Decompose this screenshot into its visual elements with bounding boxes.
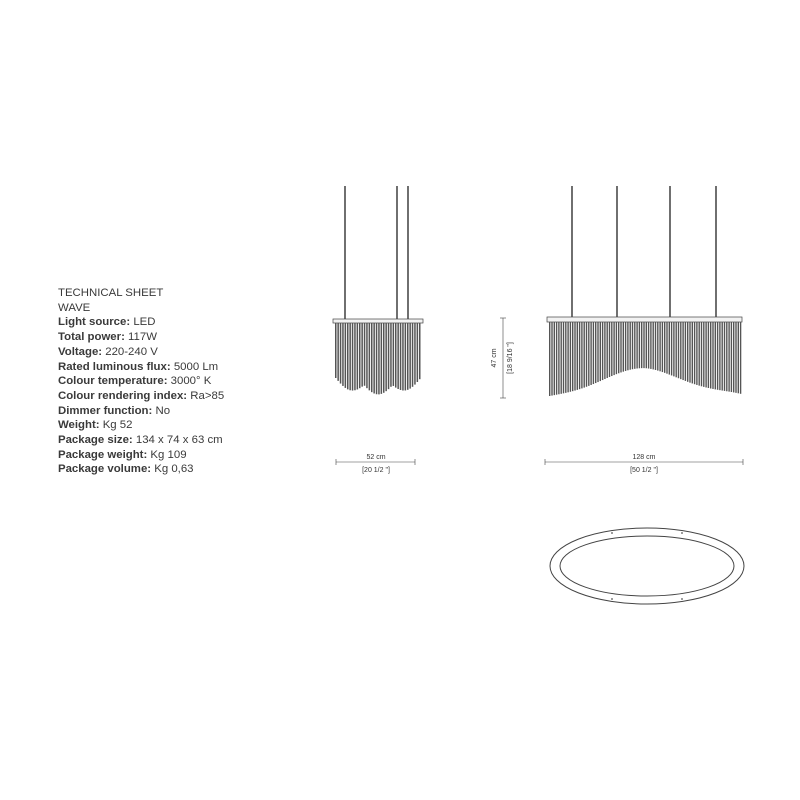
spec-value: No xyxy=(152,404,171,417)
crystal-rod xyxy=(354,323,356,390)
height-imperial-label: [18 9/16 "] xyxy=(507,342,514,374)
spec-key: Total power: xyxy=(58,331,125,344)
crystal-rod xyxy=(680,322,681,379)
crystal-rod xyxy=(574,322,575,391)
crystal-rod xyxy=(607,322,608,378)
crystal-rod xyxy=(407,323,409,390)
crystal-rod xyxy=(588,322,589,386)
side-width-imperial-label: [20 1/2 "] xyxy=(362,467,390,474)
crystal-rod xyxy=(648,322,649,369)
crystal-rod xyxy=(412,323,414,387)
crystal-rod xyxy=(419,323,421,379)
crystal-rod xyxy=(636,322,637,369)
crystal-rod xyxy=(376,323,378,394)
crystal-rod xyxy=(692,322,693,383)
crystal-rod xyxy=(731,322,732,392)
crystal-rod xyxy=(586,322,587,387)
crystal-rod xyxy=(643,322,644,368)
crystal-rod xyxy=(689,322,690,383)
crystal-rod xyxy=(678,322,679,378)
crystal-rod xyxy=(722,322,723,391)
crystal-rod xyxy=(554,322,555,395)
spec-key: Dimmer function: xyxy=(58,404,153,417)
sheet-title: TECHNICAL SHEET xyxy=(58,287,164,299)
side-width-dimension xyxy=(336,454,415,474)
crystal-rod xyxy=(728,322,729,392)
crystal-rod xyxy=(703,322,704,387)
crystal-rod xyxy=(395,323,397,388)
crystal-rod xyxy=(579,322,580,389)
crystal-rod xyxy=(349,323,351,390)
crystal-rod xyxy=(650,322,651,369)
spec-key: Light source: xyxy=(58,316,131,329)
crystal-rod xyxy=(556,322,557,395)
spec-key: Package size: xyxy=(58,434,133,447)
spec-value: Ra>85 xyxy=(187,389,225,402)
crystal-rod xyxy=(342,323,344,386)
crystal-rod xyxy=(597,322,598,382)
crystal-rod xyxy=(572,322,573,391)
spec-value: 220-240 V xyxy=(102,345,158,358)
crystal-rod xyxy=(653,322,654,369)
crystal-rod xyxy=(593,322,594,384)
crystal-rod xyxy=(563,322,564,393)
crystal-rod xyxy=(371,323,373,392)
spec-key: Weight: xyxy=(58,419,100,432)
front-width-imperial-label: [50 1/2 "] xyxy=(630,467,658,474)
crystal-rod xyxy=(611,322,612,376)
crystal-rod xyxy=(364,323,366,386)
crystal-rod xyxy=(646,322,647,368)
crystal-rod xyxy=(659,322,660,371)
crystal-rod xyxy=(388,323,390,389)
crystal-rod xyxy=(735,322,736,393)
spec-key: Package volume: xyxy=(58,463,152,476)
crystal-rod xyxy=(701,322,702,386)
crystal-rod xyxy=(710,322,711,388)
crystal-rod xyxy=(671,322,672,375)
crystal-rod xyxy=(347,323,349,389)
spec-value: Kg 109 xyxy=(147,448,187,461)
crystal-rod xyxy=(620,322,621,372)
crystal-rod xyxy=(664,322,665,373)
crystal-rod xyxy=(616,322,617,374)
crystal-rod xyxy=(669,322,670,375)
crystal-rod xyxy=(657,322,658,371)
crystal-rod xyxy=(600,322,601,381)
crystal-rod xyxy=(383,323,385,393)
crystal-rod xyxy=(738,322,739,393)
crystal-rod xyxy=(655,322,656,370)
crystal-rod xyxy=(551,322,552,396)
crystal-rod xyxy=(581,322,582,388)
sheet-model: WAVE xyxy=(58,301,91,314)
crystal-rod xyxy=(717,322,718,390)
spec-key: Colour temperature: xyxy=(58,375,168,388)
crystal-rod xyxy=(369,323,371,390)
crystal-rod xyxy=(623,322,624,372)
crystal-rod xyxy=(602,322,603,380)
crystal-rod xyxy=(699,322,700,386)
spec-value: Kg 52 xyxy=(99,419,133,432)
spec-value: 3000° K xyxy=(167,375,212,388)
spec-key: Package weight: xyxy=(58,448,148,461)
crystal-rod xyxy=(632,322,633,369)
crystal-rod xyxy=(604,322,605,379)
crystal-rod xyxy=(719,322,720,390)
crystal-rod xyxy=(400,323,402,390)
crystal-rod xyxy=(570,322,571,392)
crystal-rod xyxy=(385,323,387,391)
spec-value: LED xyxy=(130,316,156,329)
crystal-rod xyxy=(409,323,411,389)
front-view xyxy=(547,186,742,396)
crystal-rod xyxy=(405,323,407,390)
crystal-rod xyxy=(630,322,631,370)
crystal-rod xyxy=(666,322,667,374)
crystal-rod xyxy=(414,323,416,385)
crystal-rod xyxy=(340,323,342,384)
crystal-rod xyxy=(378,323,380,394)
crystal-rod xyxy=(618,322,619,373)
crystal-rod xyxy=(676,322,677,377)
crystal-rod xyxy=(561,322,562,394)
crystal-rod xyxy=(361,323,363,387)
crystal-rod xyxy=(390,323,392,387)
crystal-rod xyxy=(694,322,695,384)
crystal-rod xyxy=(359,323,361,388)
crystal-rod xyxy=(381,323,383,394)
crystal-rod xyxy=(613,322,614,375)
spec-value: 134 x 74 x 63 cm xyxy=(132,434,223,447)
crystal-rod xyxy=(565,322,566,393)
spec-value: 5000 Lm xyxy=(170,360,219,373)
crystal-rod xyxy=(402,323,404,390)
crystal-rod xyxy=(590,322,591,385)
side-view xyxy=(333,186,423,394)
crystal-rod xyxy=(634,322,635,369)
crystal-rod xyxy=(397,323,399,389)
crystal-rod xyxy=(682,322,683,380)
spec-key: Rated luminous flux: xyxy=(58,360,171,373)
crystal-rod xyxy=(567,322,568,392)
spec-value: 117W xyxy=(124,331,157,344)
crystal-rod xyxy=(705,322,706,387)
crystal-rod xyxy=(687,322,688,382)
crystal-rod xyxy=(549,322,550,396)
crystal-rod xyxy=(345,323,347,388)
crystal-rod xyxy=(740,322,741,394)
crystal-rod xyxy=(641,322,642,368)
crystal-rod xyxy=(662,322,663,372)
height-metric-label: 47 cm xyxy=(491,348,498,368)
crystal-rod xyxy=(417,323,419,382)
height-dimension xyxy=(491,318,514,398)
crystal-rod xyxy=(715,322,716,389)
crystal-rod xyxy=(373,323,375,393)
crystal-rod xyxy=(625,322,626,371)
crystal-rod xyxy=(639,322,640,368)
crystal-rod xyxy=(558,322,559,394)
crystal-rod xyxy=(708,322,709,388)
crystal-rod xyxy=(337,323,339,381)
crystal-rod xyxy=(712,322,713,389)
top-view xyxy=(550,528,744,604)
crystal-rod xyxy=(577,322,578,390)
spec-key: Voltage: xyxy=(58,345,103,358)
crystal-rod xyxy=(627,322,628,370)
crystal-rod xyxy=(352,323,354,391)
crystal-rod xyxy=(335,323,337,378)
crystal-rod xyxy=(685,322,686,381)
front-width-dimension xyxy=(545,454,743,474)
crystal-rod xyxy=(393,323,395,386)
crystal-rod xyxy=(724,322,725,391)
crystal-rod xyxy=(357,323,359,389)
crystal-rod xyxy=(584,322,585,388)
crystal-rod xyxy=(733,322,734,392)
spec-key: Colour rendering index: xyxy=(58,389,188,402)
crystal-rod xyxy=(595,322,596,383)
crystal-rod xyxy=(673,322,674,376)
spec-value: Kg 0,63 xyxy=(151,463,194,476)
crystal-rod xyxy=(696,322,697,385)
side-width-metric-label: 52 cm xyxy=(366,454,386,461)
crystal-rod xyxy=(366,323,368,388)
crystal-rod xyxy=(609,322,610,377)
front-width-metric-label: 128 cm xyxy=(632,454,656,461)
crystal-rod xyxy=(726,322,727,391)
